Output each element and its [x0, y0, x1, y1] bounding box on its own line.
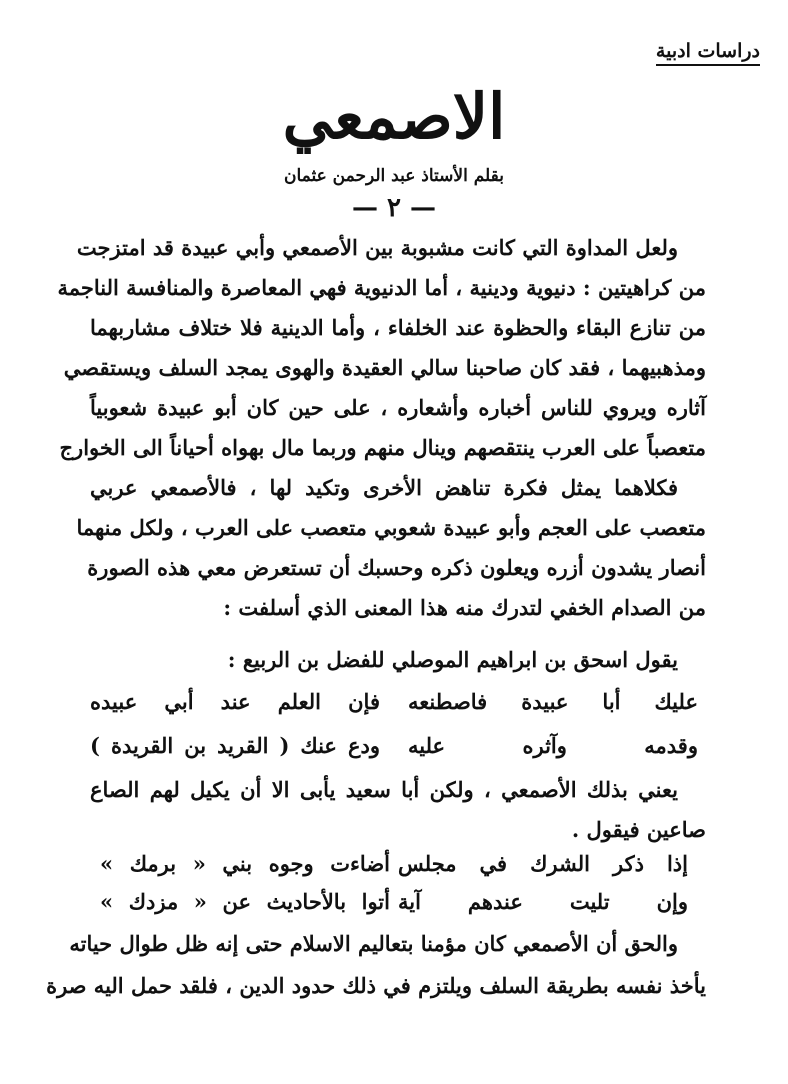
verse-line: [90, 682, 698, 722]
paragraph-line: والحق أن الأصمعي كان مؤمنا بتعاليم الاسلام حتى إنه ظل طوال حياته: [69, 931, 678, 956]
section-label: دراسات ادبية: [656, 40, 760, 66]
verse-line: [90, 726, 698, 766]
paragraph-line: متعصباً على العرب ينتقصهم وينال منهم وربما مال بهواه أحياناً الى الخوارج: [59, 435, 706, 460]
paragraph-line: فكلاهما يمثل فكرة تناهض الأخرى وتكيد لها ، فالأصمعي عربي: [90, 475, 678, 500]
verse-line: [100, 844, 688, 884]
paragraph-line: آثاره ويروي للناس أخباره وأشعاره ، على حين كان أبو عبيدة شعوبياً: [90, 395, 706, 420]
part-number: — ٢ —: [351, 193, 437, 223]
paragraph-line: متعصب على العجم وأبو عبيدة شعوبي متعصب على العرب ، ولكل منهما: [76, 515, 706, 540]
paragraph-line: يأخذ نفسه بطريقة السلف ويلتزم في ذلك حدود الدين ، فلقد حمل اليه صرة: [46, 973, 706, 998]
verse-hemistich: ودع عنك ( القريد بن القريدة ): [90, 733, 380, 758]
paragraph-line: يقول اسحق بن ابراهيم الموصلي للفضل بن الربيع :: [227, 647, 678, 672]
paragraph-line: من كراهيتين : دنيوية ودينية ، أما الدنيوية فهي المعاصرة والمنافسة الناجمة: [57, 275, 706, 300]
verse-line: [100, 882, 688, 922]
verse-hemistich: وقدمه وآثره عليه: [408, 733, 698, 758]
verse-hemistich: فإن العلم عند أبي عبيده: [90, 689, 380, 714]
verse-hemistich: أضاءت وجوه بني « برمك »: [100, 851, 390, 876]
paragraph-line: يعني بذلك الأصمعي ، ولكن أبا سعيد يأبى الا أن يكيل لهم الصاع: [90, 777, 678, 802]
paragraph-line: صاعين فيقول .: [571, 817, 706, 842]
paragraph-line: ومذهبيهما ، فقد كان صاحبنا سالي العقيدة والهوى يمجد السلف ويستقصي: [63, 355, 706, 380]
paragraph-line: من الصدام الخفي لتدرك منه هذا المعنى الذي أسلفت :: [223, 595, 706, 620]
article-title: الاصمعي: [282, 80, 506, 153]
paragraph-line: من تنازع البقاء والحظوة عند الخلفاء ، وأما الدينية فلا ختلاف مشاربهما: [90, 315, 706, 340]
author-byline: بقلم الأستاذ عبد الرحمن عثمان: [283, 166, 504, 186]
verse-hemistich: إذا ذكر الشرك في مجلس: [398, 851, 688, 876]
verse-hemistich: وإن تليت عندهم آية: [398, 889, 688, 914]
paragraph-line: ولعل المداوة التي كانت مشبوبة بين الأصمعي وأبي عبيدة قد امتزجت: [76, 235, 678, 260]
verse-hemistich: عليك أبا عبيدة فاصطنعه: [408, 689, 698, 714]
verse-hemistich: أتوا بالأحاديث عن « مزدك »: [100, 889, 390, 914]
paragraph-line: أنصار يشدون أزره ويعلون ذكره وحسبك أن تستعرض معي هذه الصورة: [87, 555, 706, 580]
